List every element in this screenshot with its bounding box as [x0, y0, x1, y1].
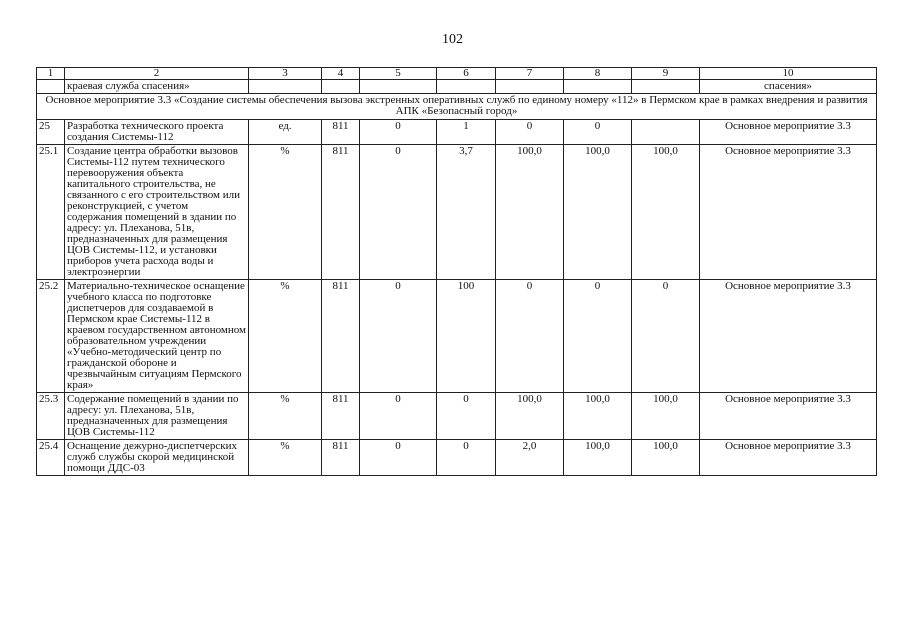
value-col8: 100,0: [564, 145, 632, 280]
unit: %: [249, 440, 322, 476]
indicator-name: Создание центра обработки вызовов Системы-112 путем технического перевооружения объекта капитального строительства, не связанного с его строительством или реконструкцией, с учетом содержания помещений в здании по адресу: ул. Плеханова, 51в, предназначенных для размещения ЦОВ Системы-112, и установки приборов учета расхода воды и электроэнергии: [65, 145, 249, 280]
value-col5: 0: [360, 393, 437, 440]
col-number: 3: [249, 68, 322, 80]
gov-code: 811: [322, 145, 360, 280]
unit: %: [249, 280, 322, 393]
col-number: 4: [322, 68, 360, 80]
row-number: 25: [37, 120, 65, 145]
value-col7: 100,0: [496, 393, 564, 440]
value-col8: 0: [564, 120, 632, 145]
value-col5: 0: [360, 145, 437, 280]
value-col8: 0: [564, 280, 632, 393]
col-number: 9: [632, 68, 700, 80]
value-col5: 0: [360, 280, 437, 393]
note: Основное мероприятие 3.3: [700, 440, 877, 476]
value-col9: 100,0: [632, 440, 700, 476]
note: Основное мероприятие 3.3: [700, 120, 877, 145]
unit: %: [249, 145, 322, 280]
value-col5: 0: [360, 120, 437, 145]
value-col8: 100,0: [564, 440, 632, 476]
continuation-note: спасения»: [700, 80, 877, 94]
col-number: 5: [360, 68, 437, 80]
value-col7: 0: [496, 120, 564, 145]
section-title: Основное мероприятие 3.3 «Создание системы обеспечения вызова экстренных оперативных служб по единому номеру «112» в Пермском крае в рамках внедрения и развития АПК «Безопасный город»: [37, 94, 877, 120]
col-number: 1: [37, 68, 65, 80]
page-number: 102: [442, 32, 463, 47]
row-number: 25.2: [37, 280, 65, 393]
value-col7: 100,0: [496, 145, 564, 280]
value-col7: 2,0: [496, 440, 564, 476]
col-number: 2: [65, 68, 249, 80]
col-number: 8: [564, 68, 632, 80]
column-numbers-row: [37, 68, 877, 80]
value-col9: 0: [632, 280, 700, 393]
value-col9: [632, 120, 700, 145]
note: Основное мероприятие 3.3: [700, 145, 877, 280]
value-col6: 0: [437, 393, 496, 440]
value-col9: 100,0: [632, 145, 700, 280]
row-number: 25.1: [37, 145, 65, 280]
table-row: [37, 393, 877, 440]
col-number: 10: [700, 68, 877, 80]
col-number: 6: [437, 68, 496, 80]
note: Основное мероприятие 3.3: [700, 280, 877, 393]
gov-code: 811: [322, 120, 360, 145]
value-col7: 0: [496, 280, 564, 393]
indicator-name: Содержание помещений в здании по адресу: ул. Плеханова, 51в, предназначенных для размещения ЦОВ Системы-112: [65, 393, 249, 440]
row-number: 25.3: [37, 393, 65, 440]
table-row: [37, 120, 877, 145]
indicator-name: Разработка технического проекта создания Системы-112: [65, 120, 249, 145]
indicator-name: Материально-техническое оснащение учебного класса по подготовке диспетчеров для создаваемой в Пермском крае Системы-112 в краевом государственном автономном образовательном учреждении «Учебно-методический центр по гражданской обороне и чрезвычайным ситуациям Пермского края»: [65, 280, 249, 393]
table-row: [37, 280, 877, 393]
gov-code: 811: [322, 280, 360, 393]
unit: %: [249, 393, 322, 440]
note: Основное мероприятие 3.3: [700, 393, 877, 440]
indicators-table: [36, 67, 877, 476]
unit: ед.: [249, 120, 322, 145]
gov-code: 811: [322, 393, 360, 440]
table-row: [37, 145, 877, 280]
value-col6: 3,7: [437, 145, 496, 280]
value-col6: 0: [437, 440, 496, 476]
row-number: 25.4: [37, 440, 65, 476]
value-col9: 100,0: [632, 393, 700, 440]
value-col8: 100,0: [564, 393, 632, 440]
value-col5: 0: [360, 440, 437, 476]
col-number: 7: [496, 68, 564, 80]
gov-code: 811: [322, 440, 360, 476]
value-col6: 100: [437, 280, 496, 393]
continuation-row: [37, 80, 877, 94]
section-row: [37, 94, 877, 120]
indicator-name: Оснащение дежурно-диспетчерских служб службы скорой медицинской помощи ДДС-03: [65, 440, 249, 476]
table-row: [37, 440, 877, 476]
continuation-text: краевая служба спасения»: [65, 80, 249, 94]
value-col6: 1: [437, 120, 496, 145]
